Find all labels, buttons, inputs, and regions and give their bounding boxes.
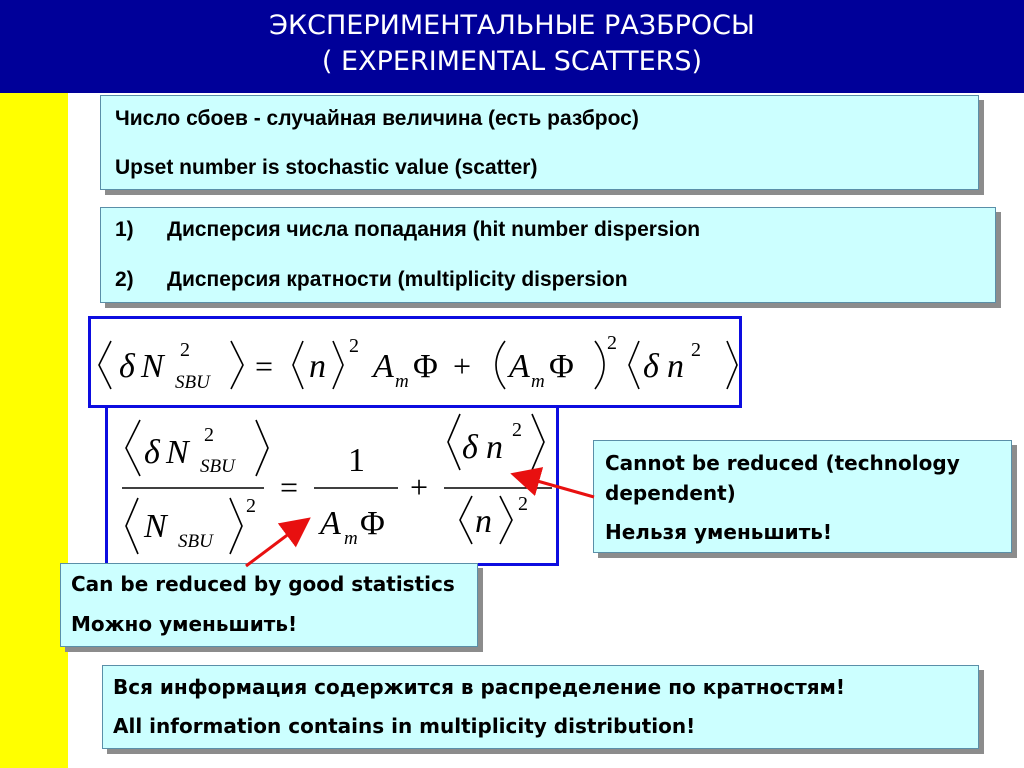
- formula-1-delta-n: δ: [643, 348, 659, 385]
- callout-cannot-line1: Cannot be reduced (technology: [605, 451, 960, 475]
- formula-1-A-paren: A: [509, 348, 530, 385]
- dispersion-item-2-number: 2): [115, 268, 134, 291]
- formula-2-delta-n: δ: [462, 429, 478, 466]
- formula-2-sbu-subscript-bottom: SBU: [178, 531, 213, 552]
- formula-2-equals: =: [280, 469, 299, 505]
- upset-english-text: Upset number is stochastic value (scatter): [115, 156, 538, 179]
- arrow-to-technology-term: [516, 475, 594, 497]
- formula-2-sbu-subscript-top: SBU: [200, 456, 235, 477]
- formula-2-m-subscript: m: [344, 528, 358, 549]
- callout-cannot-russian: Нельзя уменьшить!: [605, 520, 833, 544]
- dispersion-item-2-text: Дисперсия кратности (multiplicity dispersion: [167, 268, 628, 291]
- formula-1-A: A: [373, 348, 394, 385]
- formula-1-m-subscript: m: [395, 371, 409, 392]
- title-russian: ЭКСПЕРИМЕНТАЛЬНЫЕ РАЗБРОСЫ: [269, 10, 755, 41]
- formula-1-n-last: n: [667, 348, 684, 385]
- upset-russian-text: Число сбоев - случайная величина (есть разброс): [115, 107, 639, 130]
- formula-1-n: n: [309, 348, 326, 385]
- formula-2-A: A: [320, 505, 341, 542]
- formula-2-delta: δ: [144, 434, 160, 471]
- formula-1-phi-paren: Φ: [549, 348, 574, 385]
- formula-1-equals: =: [255, 348, 274, 384]
- title-english: ( EXPERIMENTAL SCATTERS): [321, 46, 703, 77]
- callout-can-line1: Can be reduced by good statistics: [71, 572, 455, 596]
- formula-2-n-bottom: n: [475, 503, 492, 540]
- formula-2-n-top: n: [486, 429, 503, 466]
- formula-2-one: 1: [348, 442, 365, 479]
- dispersion-item-1-text: Дисперсия числа попадания (hit number dispersion: [167, 218, 701, 241]
- formula-2-denominator-exponent: 2: [246, 495, 256, 517]
- formula-2-N-bottom: N: [144, 508, 167, 545]
- formula-2-plus: +: [410, 469, 429, 505]
- formula-1-plus: +: [453, 348, 472, 384]
- formula-1-n-last-exponent: 2: [691, 339, 701, 361]
- formula-2-phi: Φ: [360, 505, 385, 542]
- formula-1-paren-exponent: 2: [607, 332, 617, 354]
- formula-1-m-paren-subscript: m: [531, 371, 545, 392]
- formula-2-n-top-exponent: 2: [512, 419, 522, 441]
- formula-1-phi: Φ: [413, 348, 438, 385]
- formula-1-N-exponent: 2: [180, 339, 190, 361]
- info-english-text: All information contains in multiplicity distribution!: [113, 714, 696, 738]
- callout-cannot-line2: dependent): [605, 481, 736, 505]
- info-russian-text: Вся информация содержится в распределение по кратностям!: [113, 675, 846, 699]
- formula-1-N: N: [141, 348, 164, 385]
- arrow-to-statistics-term: [246, 521, 306, 566]
- formula-1-n-exponent: 2: [349, 335, 359, 357]
- dispersion-item-1-number: 1): [115, 218, 134, 241]
- callout-can-russian: Можно уменьшить!: [71, 612, 298, 636]
- formula-2-N-exponent: 2: [204, 424, 214, 446]
- formula-2-N: N: [166, 434, 189, 471]
- formula-1-sbu-subscript: SBU: [175, 372, 210, 393]
- formula-2-n-bottom-exponent: 2: [518, 493, 528, 515]
- formula-1-delta: δ: [119, 348, 135, 385]
